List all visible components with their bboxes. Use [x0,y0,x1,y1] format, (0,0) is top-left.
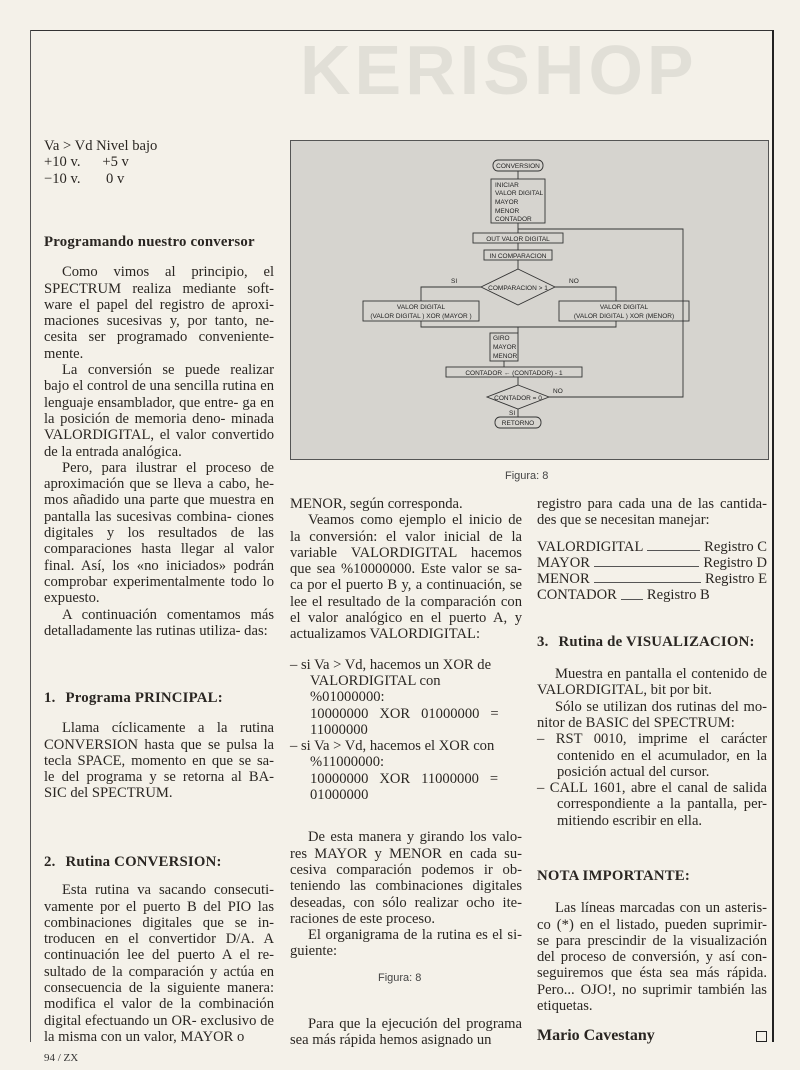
author-line [537,1028,767,1044]
heading-number: 1. [44,690,56,706]
column-1-body [44,234,274,639]
case-line: 01000000 [310,787,369,804]
heading-visualizacion [537,634,767,650]
voltage-levels [44,138,274,187]
case-1 [290,657,522,738]
register-var: MAYOR [537,554,590,571]
heading-text: Rutina CONVERSION: [65,854,222,870]
heading-programando: Programando nuestro conversor [44,234,255,250]
heading-text: Programa PRINCIPAL: [65,690,223,706]
paragraph: Llama cíclicamente a la rutina CONVERSION hasta que se pulsa la tecla SPACE, momento en que se sa- le del programa y se retorna al BA- SIC del SPECTRUM. [44,720,274,802]
flow-init-line: INICIAR [495,182,519,189]
register-row [537,587,767,603]
register-var: CONTADOR [537,587,617,604]
paragraph: Esta rutina va sacando consecuti- vamente por el puerto B del PIO las combinaciones digitales que se in- troducen en el convertidor D/A. A continuación lee del puerto A el re- sultado de la comparación y actúa en consecuencia de la siguiente manera: modifica el valor de la combinación digital efectuando un OR- exclusivo de la misma con un valor, MAYOR o [44,882,274,1045]
page-folio: 94 / ZX [44,1052,79,1064]
paragraph: Muestra en pantalla el contenido de VALORDIGITAL, bit por bit. [537,666,767,699]
register-table [537,539,767,604]
paragraph: La conversión se puede realizar bajo el control de una sencilla rutina en lenguaje ensamblador, que entre- ga en la posición de memoria deno- minada VALORDIGITAL, el valor convertido de la entrada analógica. [44,362,274,460]
case-line: %11000000: [310,754,385,771]
heading-principal [44,690,274,706]
case-line: %01000000: [310,689,385,706]
paragraph: De esta manera y girando los valo- res MAYOR y MENOR en cada su- cesiva comparación podemos ir ob- teniendo las combinaciones digitales deseadas, con sólo realizar ocho ite- raciones de este proceso. [290,829,522,927]
author-name: Mario Cavestany [537,1027,655,1044]
flow-in-label: IN COMPARACION [489,253,547,260]
case-line: – si Va > Vd, hacemos el XOR con [290,738,495,755]
paragraph: El organigrama de la rutina es el si- guiente: [290,927,522,960]
paragraph: A continuación comentamos más detalladamente las rutinas utiliza- das: [44,606,274,639]
paragraph: Sólo se utilizan dos rutinas del mo- nitor de BASIC del SPECTRUM: [537,698,767,731]
flow-end-label: RETORNO [501,420,535,427]
end-mark-icon [756,1031,767,1042]
list-item: – CALL 1601, abre el canal de salida correspondiente a la pantalla, per- mitiendo escribir en ella. [537,780,767,829]
case-line: 10000000 XOR 01000000 = [310,705,499,722]
list-item: – RST 0010, imprime el carácter contenido en el acumulador, en la posición actual del cursor. [537,731,767,780]
flow-right-box-label: (VALOR DIGITAL ) XOR (MENOR) [573,313,675,320]
flow-no-label: NO [569,278,579,285]
paragraph: MENOR, según corresponda. [290,496,463,512]
flowchart-svg [291,141,768,459]
register-name: Registro E [704,571,767,588]
flow-giro-line: MAYOR [493,344,517,351]
flow-init-line: CONTADOR [495,216,532,223]
paragraph: Las líneas marcadas con un asteris- co (*) en el listado, pueden suprimir- se para prescindir de la visualización del proceso de conversión, y así con- seguiremos que ésta sea más rápida. Pero... OJO!, no suprimir también las etiquetas. [537,900,767,1015]
column-1 [44,138,274,187]
figure-caption-2: Figura: 8 [378,972,422,984]
register-var: VALORDIGITAL [537,538,644,555]
case-line: VALORDIGITAL con [310,672,441,689]
flow-giro-line: MENOR [493,353,518,360]
flow-start-label: CONVERSION [496,163,540,170]
watermark: KERISHOP [300,31,698,109]
flow-left-box-label: VALOR DIGITAL [396,304,446,311]
register-row [537,571,767,587]
column-3 [537,496,767,829]
register-row [537,555,767,571]
page-border-left [30,30,31,1042]
page-border-right [772,30,774,1042]
paragraph: Veamos como ejemplo el inicio de la conversión: el valor inicial de la variable VALORDIGITAL hacemos que sea %10000000. Este valor se sa- ca por el puerto B y, a continuación, se lee el resultado de la comparación con el valor analógico en el puerto A, y actualizamos VALORDIGITAL: [290,512,522,643]
flow-left-box-label: (VALOR DIGITAL ) XOR (MAYOR ) [370,313,472,320]
flow-decision-label: COMPARACION > 1 [488,285,548,292]
flow-giro-line: GIRO [493,335,510,342]
heading-number: 2. [44,854,56,870]
flow-si-label: SI [451,278,458,285]
paragraph: Como vimos al principio, el SPECTRUM realiza mediante soft- ware el papel del registro de aproxi- maciones sucesivas y, por tanto, ne- cesita ser programado conveniente- mente. [44,264,274,362]
flow-out-label: OUT VALOR DIGITAL [486,236,550,243]
register-name: Registro B [646,587,710,604]
heading-number: 3. [537,633,549,650]
flow-no2-label: NO [553,388,563,395]
flow-init-line: MENOR [495,208,520,215]
flowchart-figure [290,140,769,460]
flow-init-line: MAYOR [495,199,519,206]
section-principal [44,690,274,802]
heading-nota: NOTA IMPORTANTE: [537,868,690,884]
section-conversion [44,854,274,1045]
flow-si2-label: SI [509,410,516,417]
flow-contador-label: CONTADOR ← (CONTADOR) - 1 [465,370,563,377]
flow-right-box-label: VALOR DIGITAL [599,304,649,311]
level-line: −10 v. 0 v [44,170,125,187]
case-2 [290,738,522,803]
register-name: Registro C [704,538,767,555]
flow-init-line: VALOR DIGITAL [495,190,544,197]
section-nota [537,868,767,1014]
case-line: 10000000 XOR 11000000 = [310,770,499,787]
paragraph: Para que la ejecución del programa sea más rápida hemos asignado un [290,1016,522,1049]
register-var: MENOR [537,571,590,588]
level-line: +10 v. +5 v [44,154,129,171]
flow-decision2-label: CONTADOR = 0 [494,395,542,402]
column-2-tail [290,1016,522,1049]
heading-conversion [44,854,274,870]
case-line: – si Va > Vd, hacemos un XOR de [290,656,492,673]
heading-text: Rutina de VISUALIZACION: [558,633,755,650]
paragraph: Pero, para ilustrar el proceso de aproximación que se lleva a cabo, he- mos añadido una parte que muestra en pantalla las sucesivas combina- ciones digitales y los resultados de las comparaciones hasta llegar al valor final. Así, los «no iniciados» podrán comprobar experimentalmente todo lo expuesto. [44,459,274,607]
figure-caption: Figura: 8 [505,470,549,482]
register-row [537,539,767,555]
column-2 [290,496,522,960]
paragraph: registro para cada una de las cantida- des que se necesitan manejar: [537,496,767,529]
register-name: Registro D [703,554,767,571]
case-line: 11000000 [310,721,368,738]
level-line: Va > Vd Nivel bajo [44,138,158,154]
